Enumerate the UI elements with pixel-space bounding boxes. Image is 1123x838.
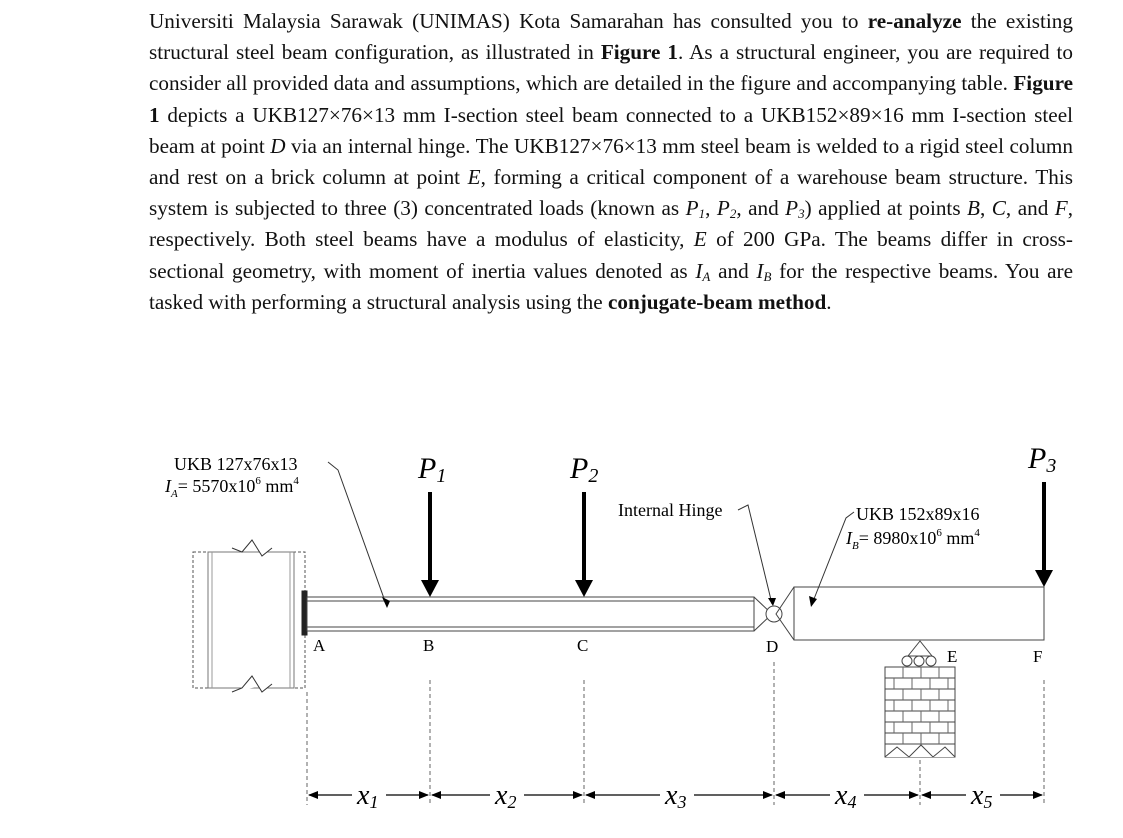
beam-b-inertia-label: $I_B= 8980x10^6$ $mm^4$ — [846, 527, 980, 552]
load-arrow-p3 — [1035, 482, 1053, 587]
beam-a-leader-line — [328, 462, 386, 604]
internal-hinge-label: Internal Hinge — [618, 500, 723, 520]
figure-ref: Figure 1 — [149, 71, 1073, 127]
beam-b-section-label: UKB 152x89x16 — [856, 504, 980, 524]
beam-a-inertia-label: $I_A= 5570x10^6$ $mm^4$ — [165, 475, 299, 500]
load-label-p3: P3 — [1028, 442, 1057, 477]
point-label-c: C — [577, 636, 589, 655]
point-label-b: B — [423, 636, 435, 655]
dim-label-x5: x5 — [971, 780, 993, 812]
rigid-column-support — [193, 540, 307, 692]
load-arrow-p2 — [575, 492, 593, 597]
method-name: conjugate-beam method — [607, 289, 827, 314]
brick-column — [885, 667, 955, 757]
dim-label-x1: x1 — [357, 780, 379, 812]
beam-a — [307, 597, 772, 631]
beam-b — [776, 587, 1044, 640]
hinge-leader-line — [738, 505, 772, 604]
dim-label-x2: x2 — [495, 780, 517, 812]
point-label-e: E — [947, 647, 958, 666]
problem-statement: Universiti Malaysia Sarawak (UNIMAS) Kota Samarahan has consulted you to re-analyze the existing structural steel beam configuration, as illustrated in Figure 1. As a structural engineer, you are required to consider all provided data and assumptions, which are detailed in the figure and accompanying table. Figure 1 depicts a UKB127×76×13 mm I-section steel beam connected to a UKB152×89×16 mm I-section steel beam at point D via an internal hinge. The UKB127×76×13 mm steel beam is welded to a rigid steel column and rest on a brick column at point E, forming a critical component of a warehouse beam structure. This system is subjected to three (3) concentrated loads (known as $P_1$, $P_2$, and $P_3$) applied at points B, C, and F, respectively. Both steel beams have a modulus of elasticity, E of 200 GPa. The beams differ in cross-sectional geometry, with moment of inertia values denoted as $I_A$ and $I_B$ for the respective beams. You are tasked with performing a structural analysis using the conjugate-beam method. — [149, 9, 1074, 314]
figure-ref: Figure 1 — [600, 40, 679, 65]
roller-support-e — [898, 641, 942, 667]
dim-label-x3: x3 — [665, 780, 687, 812]
load-arrow-p1 — [421, 492, 439, 597]
dimension-labels — [352, 780, 1000, 812]
dim-label-x4: x4 — [835, 780, 857, 812]
load-label-p1: P1 — [418, 452, 447, 487]
emphasis-reanalyze: re-analyze — [867, 9, 962, 33]
point-label-a: A — [313, 636, 326, 655]
beam-a-section-label: UKB 127x76x13 — [174, 454, 298, 474]
point-label-f: F — [1033, 647, 1043, 666]
load-label-p2: P2 — [570, 452, 599, 487]
beam-figure — [0, 430, 1123, 838]
point-label-d: D — [766, 637, 779, 656]
